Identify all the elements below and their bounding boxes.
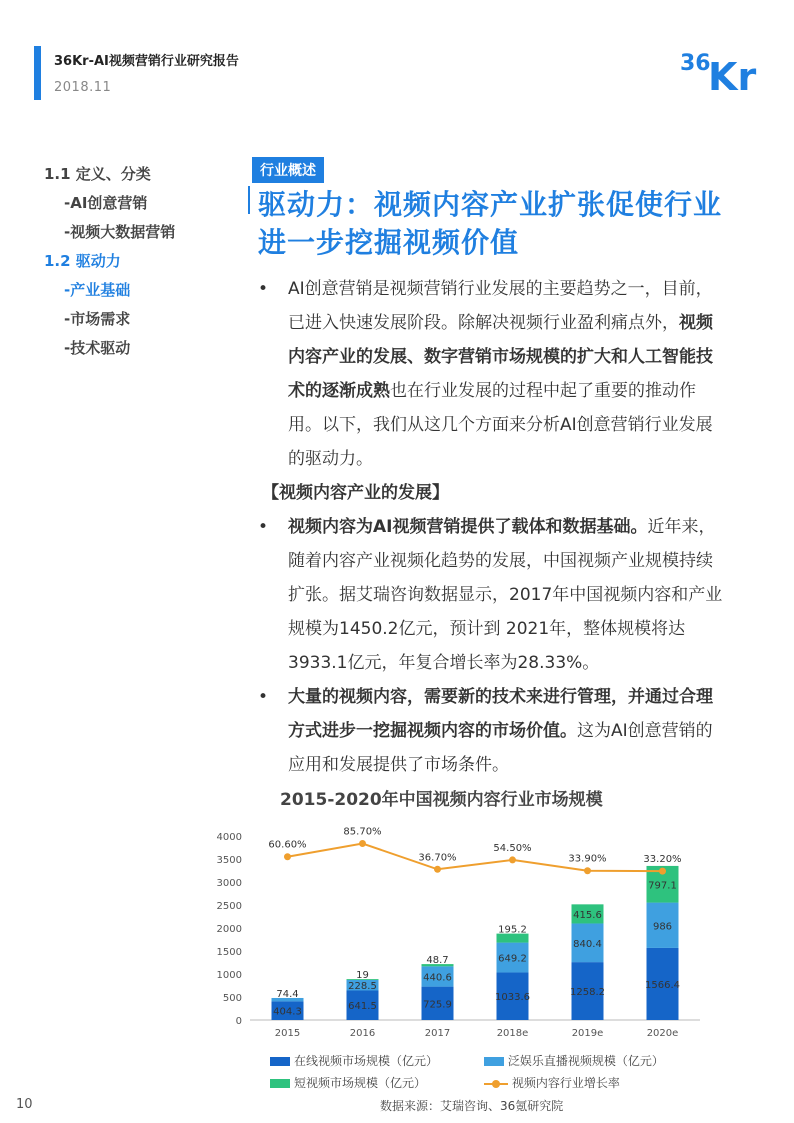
y-tick-label: 4000 <box>216 832 242 843</box>
bar-data-label: 48.7 <box>426 955 449 967</box>
growth-rate-label: 33.20% <box>643 854 682 866</box>
legend-label-short: 短视频市场规模（亿元） <box>294 1076 427 1090</box>
paragraph-2 <box>258 510 728 680</box>
legend-item-live <box>484 1050 694 1072</box>
x-tick-label: 2020e <box>646 1028 679 1039</box>
bullet: • <box>258 279 269 299</box>
growth-rate-label: 36.70% <box>418 852 457 864</box>
legend-swatch-short <box>270 1079 290 1088</box>
y-tick-label: 3500 <box>216 855 242 866</box>
bar-data-label: 986 <box>652 921 673 933</box>
bar-data-label: 1033.6 <box>495 992 530 1004</box>
bar-data-label: 641.5 <box>348 1001 377 1013</box>
subheading: 【视频内容产业的发展】 <box>262 483 449 503</box>
growth-rate-label: 60.60% <box>268 839 307 851</box>
growth-rate-label: 85.70% <box>343 826 382 838</box>
growth-rate-label: 54.50% <box>493 842 532 854</box>
toc-item[interactable]: -技术驱动 <box>64 339 131 357</box>
bar-data-label: 415.6 <box>573 909 602 921</box>
bullet: • <box>258 517 269 537</box>
data-source: 数据来源：艾瑞咨询、36氪研究院 <box>380 1099 564 1113</box>
y-tick-label: 1500 <box>216 947 242 958</box>
x-tick-label: 2018e <box>496 1028 529 1039</box>
x-tick-label: 2016 <box>349 1028 376 1039</box>
growth-rate-point <box>284 853 291 860</box>
toc-item[interactable]: -AI创意营销 <box>64 194 148 212</box>
bar-data-label: 725.9 <box>423 999 452 1011</box>
page-title: 驱动力：视频内容产业扩张促使行业进一步挖掘视频价值 <box>258 188 723 259</box>
chart-title: 2015-2020年中国视频内容行业市场规模 <box>280 790 603 810</box>
p2-text: 近年来，随着内容产业视频化趋势的发展，中国视频产业规模持续扩张。据艾瑞咨询数据显示，2017年中国视频内容和产业规模为1450.2亿元，预计到 2021年，整体规模将达3933.1亿元，年复合增长率为28.33%。 <box>288 517 723 673</box>
bar-data-label: 228.5 <box>348 981 377 993</box>
section-tag: 行业概述 <box>252 157 324 183</box>
bar-data-label: 19 <box>356 970 369 982</box>
legend-item-short <box>270 1072 480 1094</box>
legend-label-live: 泛娱乐直播视频规模（亿元） <box>507 1054 664 1068</box>
toc-item[interactable]: -市场需求 <box>64 310 131 328</box>
growth-rate-point <box>434 866 441 873</box>
legend-item-growth <box>484 1072 694 1094</box>
y-tick-label: 1000 <box>216 970 242 981</box>
bar-data-label: 404.3 <box>273 1006 302 1018</box>
chart-legend <box>270 1050 710 1094</box>
bar-data-label: 195.2 <box>498 924 527 936</box>
growth-rate-point <box>584 867 591 874</box>
y-tick-label: 3000 <box>216 878 242 889</box>
market-size-chart <box>210 822 710 1044</box>
bar-data-label: 797.1 <box>648 880 677 892</box>
legend-swatch-live <box>484 1057 504 1066</box>
bar-data-label: 440.6 <box>423 972 452 984</box>
legend-swatch-online <box>270 1057 290 1066</box>
body-text <box>258 272 728 782</box>
header-accent-bar <box>34 46 41 100</box>
toc-item[interactable]: 1.2 驱动力 <box>44 252 121 270</box>
paragraph-1 <box>258 272 728 476</box>
y-tick-label: 500 <box>222 993 242 1004</box>
bar-data-label: 1566.4 <box>645 979 680 991</box>
legend-label-online: 在线视频市场规模（亿元） <box>294 1054 439 1068</box>
bar-data-label: 649.2 <box>498 953 527 965</box>
p3-text: 这为AI创意营销的应用和发展提供了市场条件。 <box>288 721 713 775</box>
logo-text-36: 36 <box>680 51 711 76</box>
x-tick-label: 2015 <box>274 1028 301 1039</box>
x-tick-label: 2019e <box>571 1028 604 1039</box>
bar-data-label: 74.4 <box>276 988 299 1000</box>
y-tick-label: 0 <box>235 1016 242 1027</box>
bar-data-label: 1258.2 <box>570 987 605 999</box>
growth-rate-point <box>509 856 516 863</box>
page-number: 10 <box>16 1097 33 1112</box>
p2-bold: 视频内容为AI视频营销提供了载体和数据基础。 <box>288 517 648 537</box>
report-date: 2018.11 <box>54 80 112 95</box>
legend-label-growth: 视频内容行业增长率 <box>511 1076 620 1090</box>
toc-item[interactable]: -产业基础 <box>64 281 131 299</box>
toc-item[interactable]: -视频大数据营销 <box>64 223 176 241</box>
logo-text-kr: Kr <box>708 55 757 94</box>
bullet: • <box>258 687 269 707</box>
growth-rate-label: 33.90% <box>568 853 607 865</box>
p1-text-2: 也在行业发展的过程中起了重要的推动作用。以下，我们从这几个方面来分析AI创意营销行业发展的驱动力。 <box>288 381 713 469</box>
x-tick-label: 2017 <box>424 1028 451 1039</box>
p1-text-1: AI创意营销是视频营销行业发展的主要趋势之一，目前，已进入快速发展阶段。除解决视频行业盈利痛点外， <box>288 279 713 333</box>
y-tick-label: 2500 <box>216 901 242 912</box>
growth-rate-point <box>359 840 366 847</box>
title-rule <box>248 186 250 214</box>
growth-rate-point <box>659 868 666 875</box>
y-tick-label: 2000 <box>216 924 242 935</box>
p3-bold: 大量的视频内容，需要新的技术来进行管理，并通过合理方式进步一挖掘视频内容的市场价值。 <box>288 687 713 741</box>
legend-item-online <box>270 1050 480 1072</box>
table-of-contents <box>44 160 244 363</box>
paragraph-3 <box>258 680 728 782</box>
bar-data-label: 840.4 <box>573 938 602 950</box>
report-title: 36Kr-AI视频营销行业研究报告 <box>54 54 239 69</box>
p1-bold: 视频内容产业的发展、数字营销市场规模的扩大和人工智能技术的逐渐成熟 <box>288 313 713 401</box>
legend-line-growth <box>484 1083 508 1085</box>
toc-item[interactable]: 1.1 定义、分类 <box>44 165 151 183</box>
36kr-logo <box>678 40 764 94</box>
